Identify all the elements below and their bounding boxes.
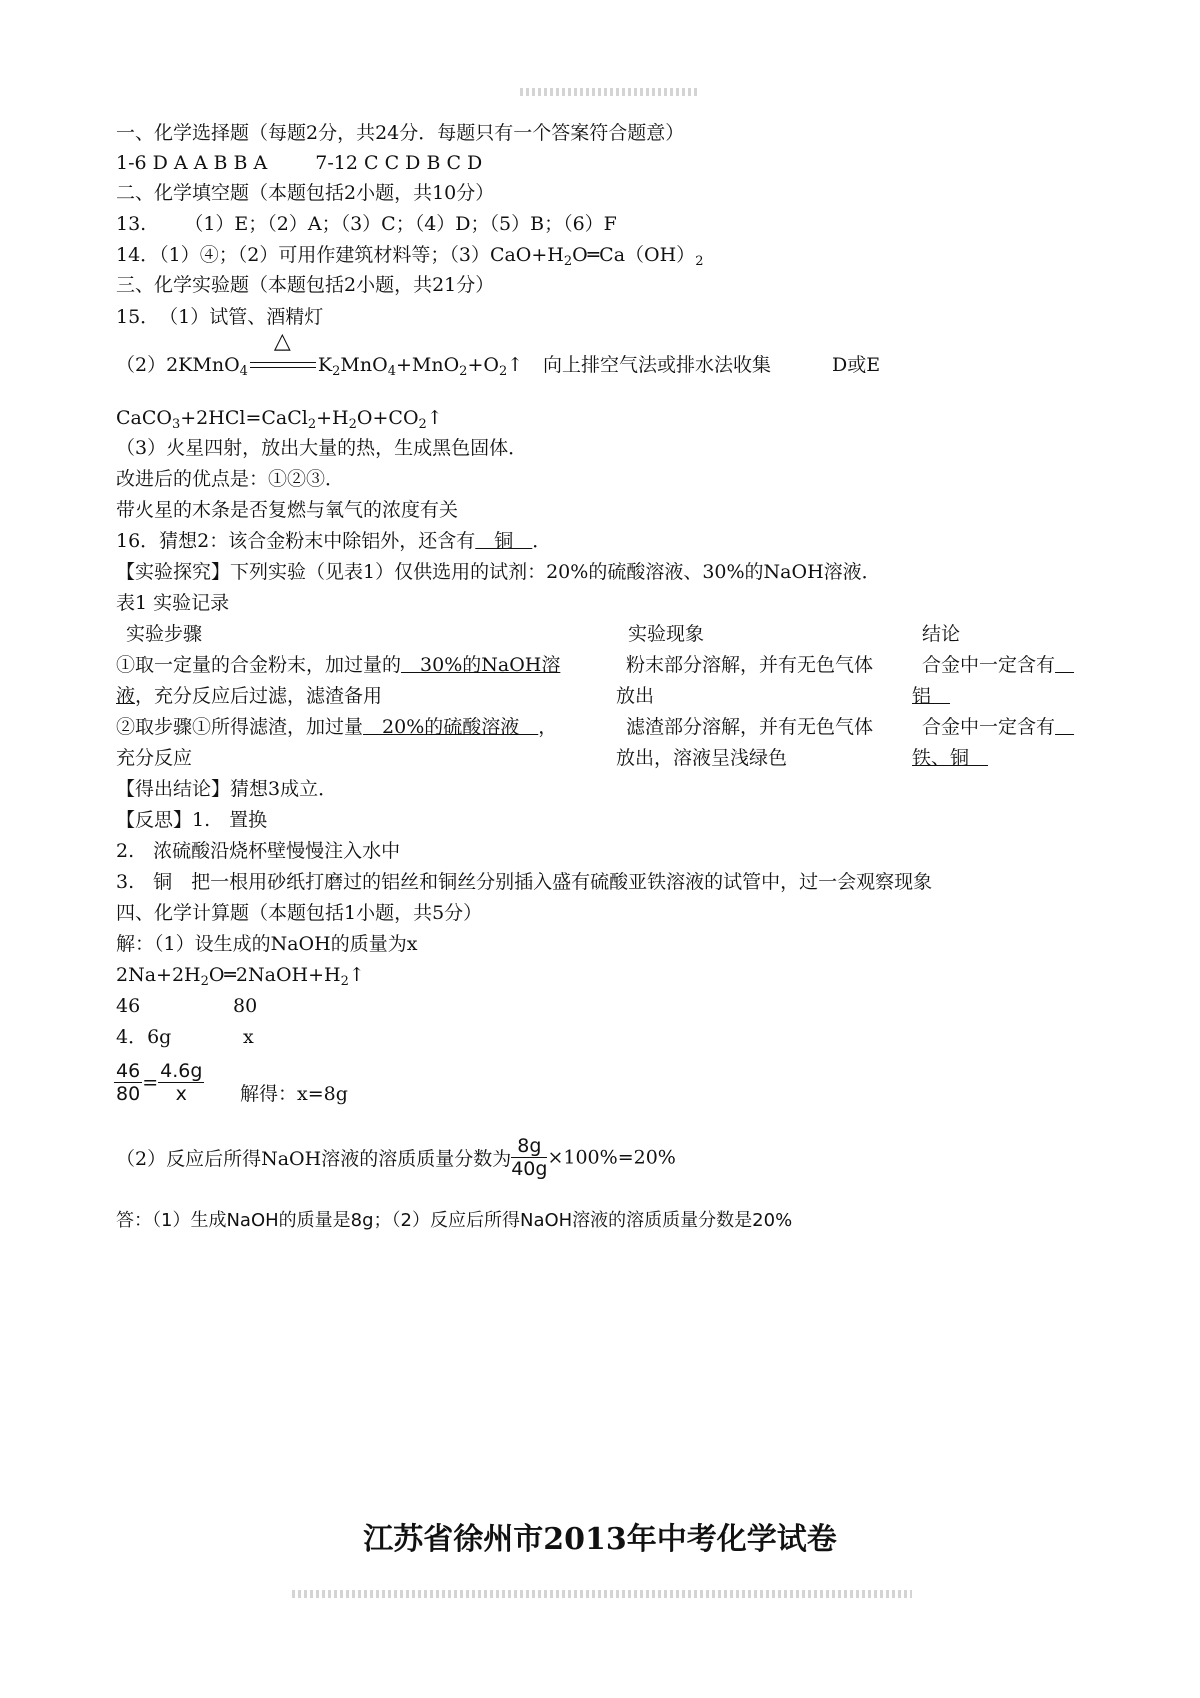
- proportion: [114, 1060, 204, 1105]
- q15-kmno4-equation: [116, 329, 524, 385]
- scan-noise-bottom: [292, 1590, 912, 1598]
- calc-part2: [116, 1135, 676, 1180]
- eq-naoh-h: O═2NaOH+H: [208, 964, 341, 986]
- eq-sub: 2: [332, 364, 341, 379]
- equals-sign: =: [142, 1071, 159, 1094]
- q13-number: 13.: [116, 213, 147, 235]
- eq-o-co: O+CO: [356, 407, 419, 429]
- row2-comma: ，: [538, 716, 558, 738]
- choice-part1-label: 1-6: [116, 152, 147, 174]
- row2-step-line1: [116, 714, 557, 740]
- row2-phenomenon-line2: 放出，溶液呈浅绿色: [616, 747, 788, 769]
- row1-step-line2: [116, 683, 382, 709]
- eq-hcl-cacl: +2HCl=CaCl: [180, 407, 308, 429]
- row2-phenomenon-line1: 滤渣部分溶解，并有无色气体: [626, 716, 874, 738]
- section-4-heading: 四、化学计算题（本题包括1小题，共5分）: [116, 902, 483, 924]
- row1-step-line1: [116, 652, 560, 678]
- guess-suffix: ．: [532, 530, 552, 552]
- eq-sub: 2: [307, 417, 317, 432]
- row2-step-line2: 充分反应: [116, 747, 193, 769]
- unknown-x: x: [243, 1026, 254, 1048]
- eq-sub: 2: [418, 417, 427, 432]
- caco3-equation: [116, 405, 443, 438]
- q13-answers: （1）E；（2）A；（3）C；（4）D；（5）B；（6）F: [184, 213, 617, 235]
- eq-na-h2o: 2Na+2H: [116, 964, 201, 986]
- table-caption: 表1 实验记录: [116, 592, 230, 614]
- scan-noise-top: [520, 88, 700, 96]
- row1-phenomenon-line2: 放出: [616, 685, 655, 707]
- q15-conclusion: 带火星的木条是否复燃与氧气的浓度有关: [116, 499, 459, 521]
- heat-condition: [248, 329, 318, 373]
- eq-sub: 2: [459, 364, 468, 379]
- gas-arrow-icon: ↑: [507, 354, 524, 376]
- fraction-left: [114, 1060, 142, 1105]
- eq-o2: +O: [467, 354, 499, 376]
- table-header-step: 实验步骤: [126, 623, 203, 645]
- row1-phenomenon-line1: 粉末部分溶解，并有无色气体: [626, 654, 874, 676]
- eq-k: K: [317, 354, 333, 376]
- eq-sub: 4: [239, 364, 248, 379]
- fraction-left-den: 80: [116, 1083, 141, 1105]
- choice-part1-answers: D A A B B A: [152, 152, 268, 174]
- q14-line: [116, 242, 703, 275]
- q13-line: [116, 211, 617, 237]
- eq-sub: 2: [498, 364, 508, 379]
- guess-text: 16．猜想2：该合金粉末中除铝外，还含有: [116, 530, 476, 552]
- q16-reflect-2: 2. 浓硫酸沿烧杯壁慢慢注入水中: [116, 840, 401, 862]
- q16-reflect-3: 3. 铜 把一根用砂纸打磨过的铝丝和铜丝分别插入盛有硫酸亚铁溶液的试管中，过一会观察现象: [116, 871, 933, 893]
- reaction-double-line: [250, 362, 316, 368]
- section-1-heading: 一、化学选择题（每题2分，共24分．每题只有一个答案符合题意）: [116, 122, 685, 144]
- fraction-percent-den: 40g: [511, 1158, 548, 1180]
- section-3-heading: 三、化学实验题（本题包括2小题，共21分）: [116, 274, 495, 296]
- q16-guess: [116, 528, 551, 554]
- eq-sub: 2: [348, 417, 357, 432]
- eq-2kmno4: （2）2KMnO: [116, 354, 240, 376]
- part2-result: ×100%=20%: [547, 1146, 676, 1169]
- guess-blank: 铜: [475, 530, 533, 552]
- eq-caco3: CaCO: [116, 407, 172, 429]
- eq-mno: MnO: [340, 354, 388, 376]
- page-title: 江苏省徐州市2013年中考化学试卷: [363, 1522, 837, 1557]
- collect-method: 向上排空气法或排水法收集: [543, 354, 772, 376]
- mass-naoh: 80: [233, 995, 258, 1017]
- fraction-right-den: x: [175, 1083, 187, 1105]
- q14-mid: O═Ca（OH）: [572, 244, 696, 266]
- row1-step-text: ①取一定量的合金粉末，加过量的: [116, 654, 402, 676]
- row1-conclusion-text: 合金中一定含有: [922, 654, 1056, 676]
- choice-answers: [116, 150, 482, 176]
- heat-symbol: △: [273, 329, 291, 354]
- q15-part3: （3）火星四射，放出大量的热，生成黑色固体．: [116, 437, 528, 459]
- row1-conclusion-line1: [922, 652, 1074, 678]
- fraction-percent: [511, 1135, 547, 1180]
- table-header-phenomenon: 实验现象: [628, 623, 705, 645]
- fraction-percent-num: 8g: [511, 1135, 547, 1158]
- mass-na: 46: [116, 995, 141, 1017]
- part2-text: （2）反应后所得NaOH溶液的溶质质量分数为: [116, 1148, 512, 1170]
- eq-sub: 3: [171, 417, 181, 432]
- calc-setup: 解：（1）设生成的NaOH的质量为x: [116, 933, 418, 955]
- eq-sub: 4: [387, 364, 396, 379]
- row2-conclusion-text: 合金中一定含有: [922, 716, 1056, 738]
- eq-h: +H: [316, 407, 349, 429]
- q14-prefix: 14．（1）④；（2）可用作建筑材料等；（3）CaO+H: [116, 244, 564, 266]
- fraction-left-num: 46: [116, 1060, 141, 1082]
- row2-conclusion-blank: 铁、铜: [912, 747, 989, 769]
- q15-advantage: 改进后的优点是：①②③．: [116, 468, 345, 490]
- table-header-conclusion: 结论: [922, 623, 961, 645]
- fraction-right-num: 4.6g: [160, 1060, 203, 1082]
- row1-step-blank: 30%的NaOH溶: [401, 654, 561, 676]
- gas-arrow-icon: ↑: [426, 407, 443, 429]
- device-answer: D或E: [832, 354, 881, 376]
- q16-explore: 【实验探究】下列实验（见表1）仅供选用的试剂：20%的硫酸溶液、30%的NaOH溶液．: [116, 561, 881, 583]
- gas-arrow-icon: ↑: [348, 964, 365, 986]
- row1-conclusion-blank: 铝: [912, 685, 951, 707]
- choice-part2-answers: C C D B C D: [364, 152, 483, 174]
- solve-result: 解得：x=8g: [240, 1083, 348, 1105]
- calc-equation: [116, 962, 365, 995]
- section-2-heading: 二、化学填空题（本题包括2小题，共10分）: [116, 182, 495, 204]
- final-answer: 答：（1）生成NaOH的质量是8g；（2）反应后所得NaOH溶液的溶质质量分数是20%: [116, 1210, 793, 1231]
- row1-step-text2: ，充分反应后过滤，滤渣备用: [135, 685, 383, 707]
- row2-conclusion-line1: [922, 714, 1074, 740]
- row2-step-blank: 20%的硫酸溶液: [363, 716, 539, 738]
- eq-sub: 2: [200, 974, 209, 989]
- row2-step-text: ②取步骤①所得滤渣，加过量: [116, 716, 364, 738]
- fraction-right: [158, 1060, 204, 1105]
- q16-conclusion: 【得出结论】猜想3成立．: [116, 778, 338, 800]
- q14-sub-end: 2: [695, 254, 704, 269]
- choice-part2-label: 7-12: [315, 152, 358, 174]
- q15-line1: 15． （1）试管、酒精灯: [116, 306, 324, 328]
- eq-sub: 2: [340, 974, 349, 989]
- q14-sub: 2: [563, 254, 573, 269]
- eq-mno2: +MnO: [395, 354, 460, 376]
- q16-reflect-1: 【反思】1. 置换: [116, 809, 268, 831]
- given-mass: 4．6g: [116, 1026, 172, 1048]
- row1-step-blank-cont: 液: [116, 685, 136, 707]
